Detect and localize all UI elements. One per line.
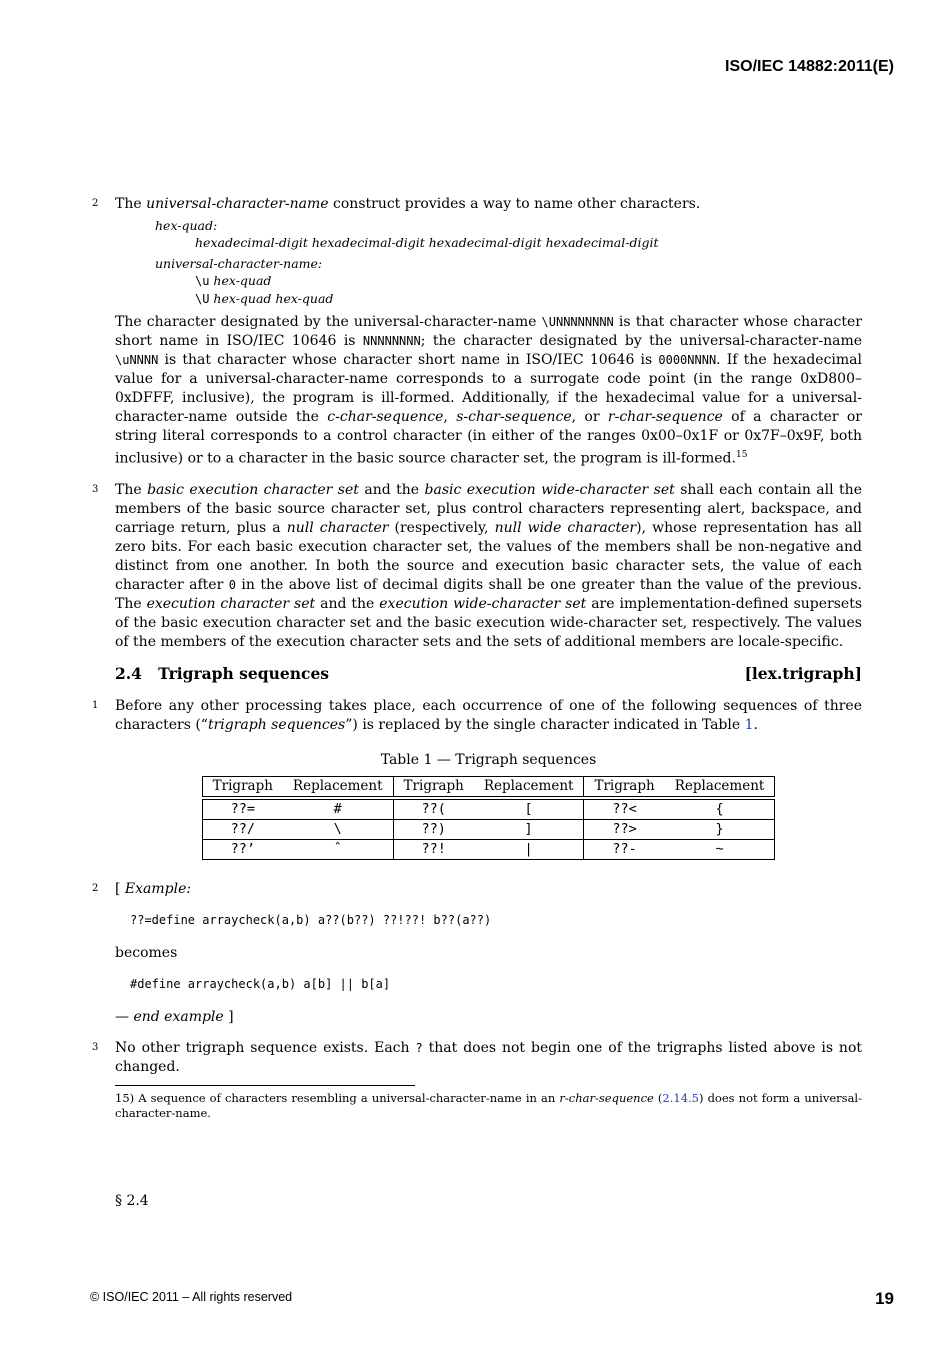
footnote-reference: 15 [735, 450, 748, 460]
table-cell: ??’ [202, 839, 283, 859]
paragraph-number: 1 [92, 699, 99, 711]
text: 15) A sequence of characters resembling a universal-character-name in an [115, 1090, 560, 1105]
table-row [202, 819, 775, 839]
term: r-char-sequence [607, 409, 723, 425]
text: and the [315, 595, 380, 612]
text: is that character whose character short name in ISO/IEC 10646 is [115, 314, 862, 349]
text: ; the character designated by the universal-character-name [420, 333, 863, 349]
text: (respectively, [388, 519, 495, 536]
paragraph-2 [92, 195, 862, 214]
section-heading [115, 664, 862, 683]
grammar-nonterminal: hex-quad: [155, 218, 218, 233]
code-text: NNNNNNNN [362, 334, 421, 348]
trigraph-table [202, 776, 776, 860]
text: Before any other processing takes place, each occurrence of one of the following sequences of three characters (“ [115, 697, 862, 733]
section-paragraph-2 [92, 880, 862, 899]
text: — [115, 1008, 134, 1025]
page-body [92, 195, 863, 1121]
column-header: Trigraph [393, 776, 474, 796]
table-cell: ??> [584, 819, 665, 839]
section-tag: [lex.trigraph] [744, 663, 862, 683]
table-cell: ??/ [202, 819, 283, 839]
section-link[interactable]: 2.14.5 [662, 1090, 699, 1105]
page-number: 19 [875, 1289, 894, 1308]
text: ”) is replaced by the single character indicated in Table [345, 716, 745, 733]
section-paragraph-1 [92, 697, 862, 735]
example-label: Example: [124, 880, 192, 897]
term: basic execution character set [147, 481, 359, 498]
text: , or [571, 409, 608, 425]
text: ) does not form a universal-character-name. [115, 1090, 862, 1120]
text: are implementation-defined supersets of the basic execution character set and the basic execution wide-character set, respectively. The values of the members of the execution character sets and the sets of additional members are locale-specific. [115, 595, 863, 650]
grammar-rule: hexadecimal-digit hexadecimal-digit hexadecimal-digit hexadecimal-digit [195, 235, 659, 250]
becomes-text: becomes [115, 944, 178, 961]
code-text: \UNNNNNNNN [541, 315, 614, 329]
grammar-nonterminal: universal-character-name: [155, 256, 323, 271]
table-cell: | [474, 839, 584, 859]
term: execution wide-character set [379, 595, 587, 612]
table-cell: } [665, 819, 775, 839]
grammar-rule: hex-quad [209, 273, 272, 288]
text: in the above list of decimal digits shall be one greater than the value of the previous. The [115, 576, 862, 612]
table-cell: ] [474, 819, 584, 839]
text: ( [653, 1090, 663, 1105]
text: The [115, 481, 148, 498]
table-row [202, 839, 775, 859]
copyright-notice: © ISO/IEC 2011 – All rights reserved [90, 1290, 293, 1304]
table-cell: [ [474, 799, 584, 819]
text: of a character or string literal corresponds to a control character (in either of the ranges 0x00–0x1F or 0x7F–0x9F, both inclusive) or to a character in the basic source character set, the program is ill-formed. [115, 409, 862, 467]
code-text: ? [415, 1040, 423, 1055]
table-cell: # [283, 799, 393, 819]
example-end-label: end example [133, 1008, 224, 1025]
term: trigraph sequences [207, 716, 346, 733]
column-header: Trigraph [584, 776, 665, 796]
text: shall each contain all the members of the basic source character set, plus control characters representing alert, backspace, and carriage return, plus a [115, 481, 862, 536]
section-mark: § 2.4 [115, 1193, 149, 1209]
text: and the [358, 481, 425, 498]
section-title-text: Trigraph sequences [158, 663, 330, 683]
term: c-char-sequence [327, 409, 444, 425]
paragraph-2-continued [115, 313, 862, 469]
footnote-rule [115, 1085, 415, 1086]
section-number: 2.4 [115, 663, 142, 683]
text: The character designated by the universal-character-name [115, 314, 542, 330]
table-caption: Table 1 — Trigraph sequences [380, 751, 597, 768]
text: No other trigraph sequence exists. Each [115, 1039, 416, 1056]
text: that does not begin one of the trigraphs listed above is not changed. [115, 1039, 863, 1075]
code-text: 0000NNNN [658, 353, 717, 367]
paragraph-number: 3 [92, 483, 99, 495]
text: . [753, 716, 758, 733]
text: . If the hexadecimal value for a universal-character-name corresponds to a surrogate code point (in the range 0xD800–0xDFFF, inclusive), the program is ill-formed. Additionally, if the hexadecimal value for a universal-character-name outside the [115, 352, 862, 425]
section-paragraph-3 [92, 1039, 863, 1077]
text: ] [223, 1008, 234, 1025]
document-id-header: ISO/IEC 14882:2011(E) [725, 58, 894, 75]
text: The [115, 196, 147, 212]
text: is that character whose character short name in ISO/IEC 10646 is [158, 352, 659, 368]
section-title [115, 664, 329, 683]
table-cell: { [665, 799, 775, 819]
table-cell: \ [283, 819, 393, 839]
footnote [115, 1091, 862, 1121]
table-cell: ??) [393, 819, 474, 839]
table-cell: ??( [393, 799, 474, 819]
column-header: Replacement [474, 776, 584, 796]
text: ), whose representation has all zero bits. For each basic execution character set, the values of the members shall be non-negative and distinct from one another. In both the source and execution basic character sets, the value of each character after [115, 519, 862, 593]
column-header: Replacement [283, 776, 393, 796]
table-link[interactable]: 1 [744, 716, 754, 733]
code-example-original: ??=define arraycheck(a,b) a??(b??) ??!??! b??(a??) [130, 912, 492, 927]
table-cell: ∼ [665, 839, 775, 859]
grammar-code: \u [195, 274, 210, 288]
paragraph-3 [92, 481, 863, 652]
code-text: \uNNNN [115, 353, 159, 367]
table-cell: ˆ [283, 839, 393, 859]
example-end [115, 1008, 862, 1027]
grammar-rule: hex-quad hex-quad [209, 291, 334, 306]
column-header: Trigraph [202, 776, 283, 796]
term: universal-character-name [146, 196, 329, 212]
grammar-block [155, 217, 862, 308]
grammar-code: \U [195, 292, 210, 306]
term: null character [286, 519, 389, 536]
column-header: Replacement [665, 776, 775, 796]
code-text: 0 [228, 577, 236, 592]
table-row [202, 799, 775, 819]
paragraph-number: 2 [92, 198, 99, 209]
table-header-row [202, 776, 775, 796]
term: r-char-sequence [559, 1090, 654, 1105]
paragraph-number: 3 [92, 1041, 99, 1053]
term: null wide character [494, 519, 637, 536]
text: [ [115, 880, 125, 897]
term: s-char-sequence [456, 409, 572, 425]
term: basic execution wide-character set [424, 481, 675, 498]
text: construct provides a way to name other characters. [328, 196, 701, 212]
code-example-result: #define arraycheck(a,b) a[b] || b[a] [130, 976, 391, 991]
text: , [443, 409, 457, 425]
paragraph-number: 2 [92, 882, 99, 894]
term: execution character set [146, 595, 316, 612]
table-cell: ??= [202, 799, 283, 819]
table-cell: ??- [584, 839, 665, 859]
table-cell: ??< [584, 799, 665, 819]
table-cell: ??! [393, 839, 474, 859]
